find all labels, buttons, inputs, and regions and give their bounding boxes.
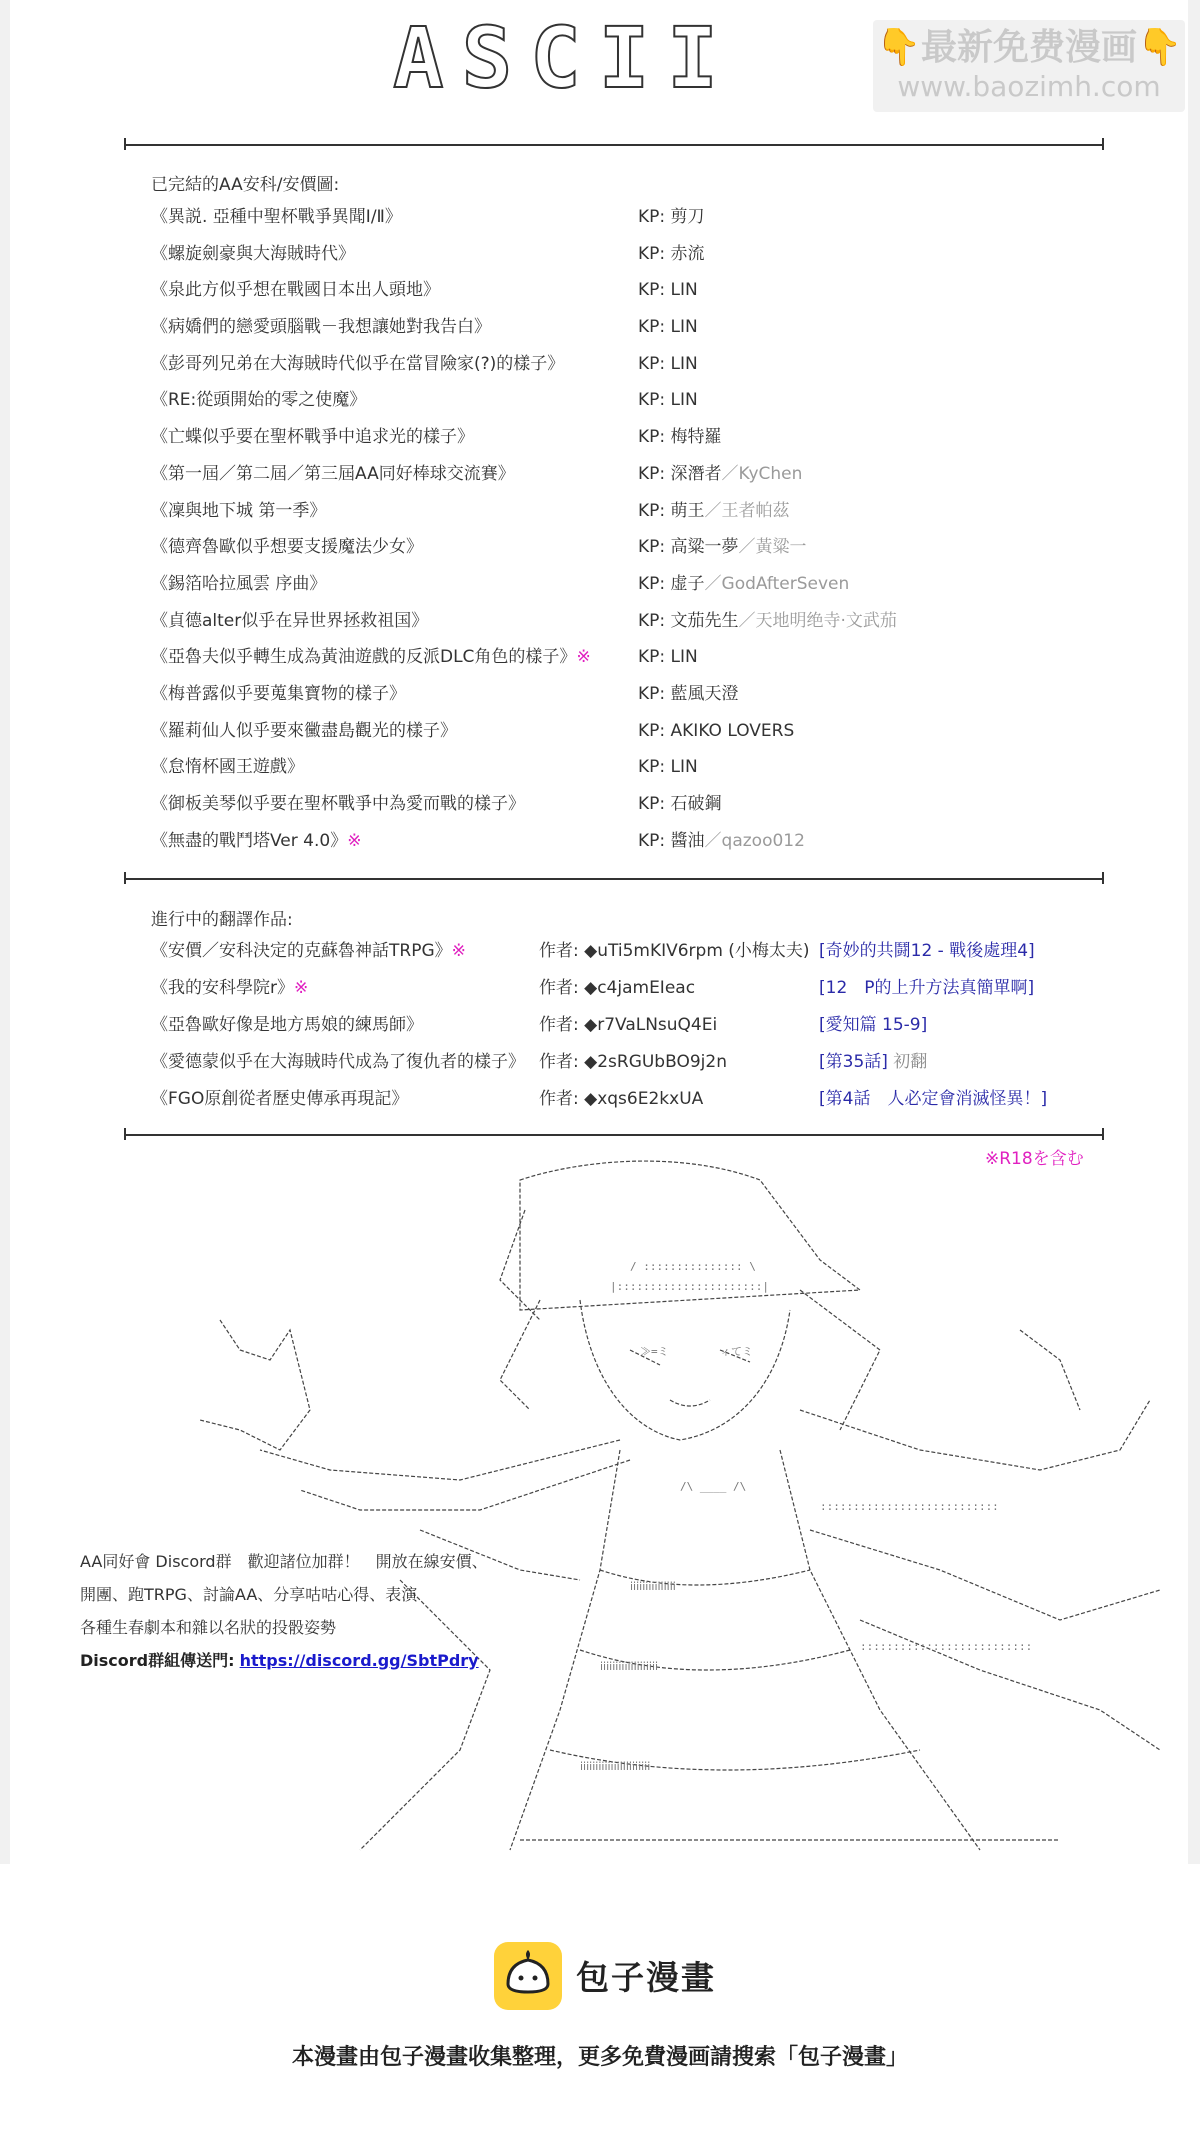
author: 作者: ◆uTi5mKIV6rpm (小梅太夫) bbox=[539, 941, 810, 961]
svg-text:ⅰⅰⅰⅰⅰⅰⅰⅰⅰⅰⅰⅰⅰⅰⅰⅰⅰⅰⅰ: ⅰⅰⅰⅰⅰⅰⅰⅰⅰⅰⅰⅰⅰⅰⅰⅰⅰⅰⅰ bbox=[600, 1660, 659, 1673]
svg-text:ⅰⅰⅰⅰⅰⅰⅰⅰⅰⅰⅰⅰⅰⅰⅰⅰⅰⅰⅰⅰⅰⅰⅰ: ⅰⅰⅰⅰⅰⅰⅰⅰⅰⅰⅰⅰⅰⅰⅰⅰⅰⅰⅰⅰⅰⅰⅰ bbox=[580, 1760, 651, 1773]
discord-line1: AA同好會 Discord群 歡迎諸位加群！ 開放在線安價、 bbox=[80, 1552, 488, 1571]
kp-name: KP: 醬油 bbox=[638, 830, 705, 851]
divider-bottom bbox=[124, 1134, 1104, 1136]
kp-name: KP: 藍風天澄 bbox=[638, 683, 739, 704]
svg-text:ⅰⅰⅰⅰⅰⅰⅰⅰⅰⅰⅰⅰⅰⅰⅰ: ⅰⅰⅰⅰⅰⅰⅰⅰⅰⅰⅰⅰⅰⅰⅰ bbox=[630, 1580, 676, 1593]
kp-name: KP: 文茄先生 bbox=[638, 610, 739, 631]
footer-note: 本漫畫由包子漫畫收集整理，更多免費漫画請搜索「包子漫畫」 bbox=[291, 2045, 908, 2070]
list-item bbox=[151, 606, 1111, 643]
work-title: 《RE:從頭開始的零之使魔》 bbox=[151, 390, 367, 411]
divider-top bbox=[124, 144, 1104, 146]
work-title: 《愛德蒙似乎在大海賊時代成為了復仇者的樣子》 bbox=[151, 1052, 525, 1072]
kp-alt-name: ／天地明绝寺·文武茄 bbox=[738, 610, 897, 631]
work-title: 《第一屆／第二屆／第三屆AA同好棒球交流賽》 bbox=[151, 463, 515, 484]
list-item bbox=[151, 1084, 1111, 1121]
kp-name: KP: LIN bbox=[638, 280, 698, 301]
list-item bbox=[151, 569, 1111, 606]
list-item bbox=[151, 422, 1111, 459]
r18-mark: ※ bbox=[294, 978, 309, 998]
work-title: 《怠惰杯國王遊戲》 bbox=[151, 757, 304, 778]
work-title: 《凜與地下城 第一季》 bbox=[151, 500, 327, 521]
chapter-status: [第35話] bbox=[819, 1052, 888, 1072]
work-title: 《亞魯夫似乎轉生成為黃油遊戲的反派DLC角色的樣子》 bbox=[151, 647, 577, 668]
r18-note: ※R18を含む bbox=[985, 1149, 1084, 1169]
author: 作者: ◆2sRGUbBO9j2n bbox=[539, 1052, 727, 1072]
kp-name: KP: 梅特羅 bbox=[638, 427, 722, 448]
discord-link[interactable]: https://discord.gg/SbtPdry bbox=[239, 1651, 479, 1670]
svg-text:/\ ____ /\: /\ ____ /\ bbox=[680, 1480, 747, 1493]
kp-name: KP: AKIKO LOVERS bbox=[638, 720, 795, 741]
list-item bbox=[151, 1047, 1111, 1084]
watermark bbox=[873, 20, 1185, 112]
baozi-logo-icon bbox=[494, 1942, 562, 2010]
list-item bbox=[151, 973, 1111, 1010]
kp-name: KP: LIN bbox=[638, 757, 698, 778]
work-title: 《貞德alter似乎在异世界拯救祖国》 bbox=[151, 610, 429, 631]
list-item bbox=[151, 312, 1111, 349]
kp-name: KP: 石破鋼 bbox=[638, 794, 722, 814]
work-title: 《德齊魯歐似乎想要支援魔法少女》 bbox=[151, 537, 423, 558]
kp-name: KP: LIN bbox=[638, 647, 698, 668]
discord-link-row bbox=[80, 1644, 488, 1677]
status-note: 初翻 bbox=[887, 1052, 928, 1072]
chapter-status: [12 P的上升方法真簡單啊] bbox=[819, 978, 1035, 998]
list-item bbox=[151, 1010, 1111, 1047]
svg-text::::::::::::::::::::::::::::: ::::::::::::::::::::::::::: bbox=[820, 1500, 999, 1513]
list-item bbox=[151, 496, 1111, 533]
work-title: 《我的安科學院r》 bbox=[151, 978, 294, 998]
author: 作者: ◆c4jamEIeac bbox=[539, 978, 696, 998]
list-item bbox=[151, 679, 1111, 716]
divider-middle bbox=[124, 878, 1104, 880]
work-title: 《御板美琴似乎要在聖杯戰爭中為愛而戰的樣子》 bbox=[151, 794, 525, 814]
watermark-line1: 👇最新免费漫画👇 bbox=[876, 27, 1182, 68]
r18-mark: ※ bbox=[451, 941, 466, 961]
chapter-status: [愛知篇 15-9] bbox=[819, 1015, 928, 1035]
chapter-status: [第4話 人必定會消滅怪異！] bbox=[819, 1089, 1048, 1109]
work-title: 《病嬌們的戀愛頭腦戰－我想讓她對我告白》 bbox=[151, 317, 491, 338]
completed-list bbox=[151, 202, 1111, 862]
list-item bbox=[151, 789, 1111, 826]
work-title: 《異説. 亞種中聖杯戰爭異聞Ⅰ/Ⅱ》 bbox=[151, 207, 402, 227]
kp-name: KP: 虚子 bbox=[638, 573, 705, 594]
kp-name: KP: 赤流 bbox=[638, 243, 705, 264]
list-item bbox=[151, 385, 1111, 422]
kp-name: KP: 剪刀 bbox=[638, 207, 705, 227]
ongoing-section-title: 進行中的翻譯作品: bbox=[151, 910, 293, 930]
list-item bbox=[151, 532, 1111, 569]
discord-link-label: Discord群組傳送門: bbox=[80, 1651, 235, 1670]
work-title: 《梅普露似乎要蒐集寶物的樣子》 bbox=[151, 683, 406, 704]
work-title: 《FGO原創從者歷史傳承再現記》 bbox=[151, 1089, 409, 1109]
kp-name: KP: 萌王 bbox=[638, 500, 705, 521]
kp-name: KP: LIN bbox=[638, 353, 698, 374]
list-item bbox=[151, 239, 1111, 276]
footer-brand: 包子漫畫 bbox=[576, 1958, 716, 1997]
svg-text:::::::::::::::::::::::::::: :::::::::::::::::::::::::: bbox=[860, 1640, 1033, 1653]
work-title: 《亞魯歐好像是地方馬娘的練馬師》 bbox=[151, 1015, 423, 1035]
completed-section-title: 已完結的AA安科/安價圖: bbox=[151, 175, 340, 195]
discord-line2: 開團、跑TRPG、討論AA、分享咕咕心得、表演 bbox=[80, 1585, 418, 1604]
list-item bbox=[151, 275, 1111, 312]
work-title: 《安價／安科決定的克蘇魯神話TRPG》 bbox=[151, 941, 452, 961]
list-item bbox=[151, 202, 1111, 239]
list-item bbox=[151, 752, 1111, 789]
work-title: 《亡蝶似乎要在聖杯戰爭中追求光的樣子》 bbox=[151, 427, 474, 448]
discord-line3: 各種生春劇本和雜以名狀的投骰姿勢 bbox=[80, 1618, 337, 1637]
author: 作者: ◆xqs6E2kxUA bbox=[539, 1089, 704, 1109]
watermark-url: www.baozimh.com bbox=[897, 70, 1161, 103]
list-item bbox=[151, 642, 1111, 679]
kp-name: KP: 高粱一夢 bbox=[638, 537, 739, 558]
author: 作者: ◆r7VaLNsuQ4Ei bbox=[539, 1015, 718, 1035]
kp-alt-name: ／王者帕茲 bbox=[704, 500, 790, 521]
chapter-status: [奇妙的共鬪12 - 戰後處理4] bbox=[819, 941, 1035, 961]
work-title: 《羅莉仙人似乎要來黴盡島觀光的樣子》 bbox=[151, 720, 457, 741]
kp-name: KP: LIN bbox=[638, 317, 698, 338]
work-title: 《彭哥列兄弟在大海賊時代似乎在當冒險家(?)的樣子》 bbox=[151, 353, 565, 374]
ongoing-list bbox=[151, 936, 1111, 1121]
kp-name: KP: 深潛者 bbox=[638, 463, 722, 484]
kp-alt-name: ／KyChen bbox=[721, 463, 803, 484]
ascii-title-art: ASCII bbox=[393, 9, 736, 107]
work-title: 《螺旋劍豪與大海賊時代》 bbox=[151, 243, 355, 264]
r18-mark: ※ bbox=[347, 830, 362, 851]
svg-text:ィてミ: ィてミ bbox=[720, 1345, 753, 1358]
list-item bbox=[151, 936, 1111, 973]
work-title: 《泉此方似乎想在戰國日本出人頭地》 bbox=[151, 280, 440, 301]
discord-info bbox=[80, 1545, 488, 1677]
kp-alt-name: ／qazoo012 bbox=[704, 830, 805, 851]
kp-name: KP: LIN bbox=[638, 390, 698, 411]
ascii-character-art bbox=[160, 1150, 1170, 1862]
svg-text:≫=ミ: ≫=ミ bbox=[640, 1345, 669, 1358]
r18-mark: ※ bbox=[576, 647, 591, 668]
list-item bbox=[151, 716, 1111, 753]
kp-alt-name: ／GodAfterSeven bbox=[704, 573, 850, 594]
list-item bbox=[151, 826, 1111, 863]
svg-text:/ ::::::::::::::: \: / ::::::::::::::: \ bbox=[630, 1260, 756, 1273]
kp-alt-name: ／黃粱一 bbox=[738, 537, 807, 558]
list-item bbox=[151, 459, 1111, 496]
work-title: 《無盡的戰鬥塔Ver 4.0》 bbox=[151, 830, 348, 851]
work-title: 《錫箔哈拉風雲 序曲》 bbox=[151, 573, 327, 594]
list-item bbox=[151, 349, 1111, 386]
svg-text:|::::::::::::::::::::::|: |::::::::::::::::::::::| bbox=[610, 1280, 769, 1293]
